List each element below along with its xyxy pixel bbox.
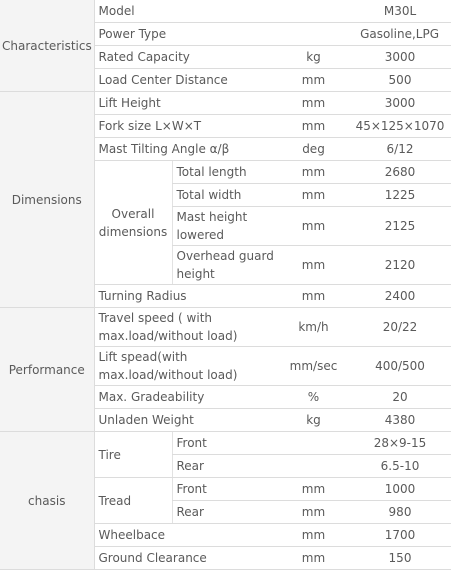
row-value-tire-rear: 6.5-10	[349, 455, 451, 478]
row-label-mast-tilt: Mast Tilting Angle α/β	[94, 138, 278, 161]
row-label-unladen-weight: Unladen Weight	[94, 409, 278, 432]
row-label-tread-rear: Rear	[172, 501, 278, 524]
row-value-lift-speed: 400/500	[349, 347, 451, 386]
row-unit-turning-radius: mm	[278, 285, 349, 308]
row-unit-load-center: mm	[278, 69, 349, 92]
row-label-rated-capacity: Rated Capacity	[94, 46, 278, 69]
row-value-tire-front: 28×9-15	[349, 432, 451, 455]
row-unit-mast-tilt: deg	[278, 138, 349, 161]
row-value-rated-capacity: 3000	[349, 46, 451, 69]
row-label-total-length: Total length	[172, 161, 278, 184]
category-performance: Performance	[0, 308, 94, 432]
row-unit-gradeability: %	[278, 386, 349, 409]
row-label-lift-speed: Lift spead(with max.load/without load)	[94, 347, 278, 386]
row-value-mast-height-lowered: 2125	[349, 207, 451, 246]
row-label-gradeability: Max. Gradeability	[94, 386, 278, 409]
row-unit-model	[278, 0, 349, 23]
row-value-wheelbase: 1700	[349, 524, 451, 547]
row-value-lift-height: 3000	[349, 92, 451, 115]
table-row	[0, 432, 451, 455]
row-unit-total-length: mm	[278, 161, 349, 184]
row-unit-mast-height-lowered: mm	[278, 207, 349, 246]
row-unit-power-type	[278, 23, 349, 46]
row-unit-tread-rear: mm	[278, 501, 349, 524]
row-label-power-type: Power Type	[94, 23, 278, 46]
group-overall-dimensions: Overall dimensions	[94, 161, 172, 285]
table-row	[0, 308, 451, 347]
row-label-turning-radius: Turning Radius	[94, 285, 278, 308]
row-unit-travel-speed: km/h	[278, 308, 349, 347]
row-label-travel-speed: Travel speed ( with max.load/without load)	[94, 308, 278, 347]
row-label-fork-size: Fork size L×W×T	[94, 115, 278, 138]
row-label-tire-rear: Rear	[172, 455, 278, 478]
row-value-unladen-weight: 4380	[349, 409, 451, 432]
row-label-tread-front: Front	[172, 478, 278, 501]
category-dimensions: Dimensions	[0, 92, 94, 308]
row-value-overhead-guard: 2120	[349, 246, 451, 285]
row-value-total-width: 1225	[349, 184, 451, 207]
row-unit-lift-speed: mm/sec	[278, 347, 349, 386]
row-value-power-type: Gasoline,LPG	[349, 23, 451, 46]
row-label-ground-clearance: Ground Clearance	[94, 547, 278, 570]
row-label-model: Model	[94, 0, 278, 23]
row-value-load-center: 500	[349, 69, 451, 92]
row-unit-unladen-weight: kg	[278, 409, 349, 432]
row-unit-lift-height: mm	[278, 92, 349, 115]
row-value-tread-rear: 980	[349, 501, 451, 524]
row-label-lift-height: Lift Height	[94, 92, 278, 115]
row-unit-overhead-guard: mm	[278, 246, 349, 285]
group-tire: Tire	[94, 432, 172, 478]
row-unit-fork-size: mm	[278, 115, 349, 138]
group-tread: Tread	[94, 478, 172, 524]
row-value-mast-tilt: 6/12	[349, 138, 451, 161]
row-unit-ground-clearance: mm	[278, 547, 349, 570]
row-label-overhead-guard: Overhead guard height	[172, 246, 278, 285]
row-value-model: M30L	[349, 0, 451, 23]
row-label-tire-front: Front	[172, 432, 278, 455]
row-unit-total-width: mm	[278, 184, 349, 207]
row-label-total-width: Total width	[172, 184, 278, 207]
row-value-total-length: 2680	[349, 161, 451, 184]
row-value-fork-size: 45×125×1070	[349, 115, 451, 138]
row-unit-tire-rear	[278, 455, 349, 478]
category-chasis: chasis	[0, 432, 94, 570]
row-unit-wheelbase: mm	[278, 524, 349, 547]
row-value-gradeability: 20	[349, 386, 451, 409]
row-label-load-center: Load Center Distance	[94, 69, 278, 92]
row-unit-tire-front	[278, 432, 349, 455]
category-characteristics: Characteristics	[0, 0, 94, 92]
table-row	[0, 0, 451, 23]
row-value-turning-radius: 2400	[349, 285, 451, 308]
row-value-ground-clearance: 150	[349, 547, 451, 570]
row-unit-tread-front: mm	[278, 478, 349, 501]
row-label-wheelbase: Wheelbace	[94, 524, 278, 547]
row-value-travel-speed: 20/22	[349, 308, 451, 347]
table-row	[0, 92, 451, 115]
row-unit-rated-capacity: kg	[278, 46, 349, 69]
row-label-mast-height-lowered: Mast height lowered	[172, 207, 278, 246]
row-value-tread-front: 1000	[349, 478, 451, 501]
